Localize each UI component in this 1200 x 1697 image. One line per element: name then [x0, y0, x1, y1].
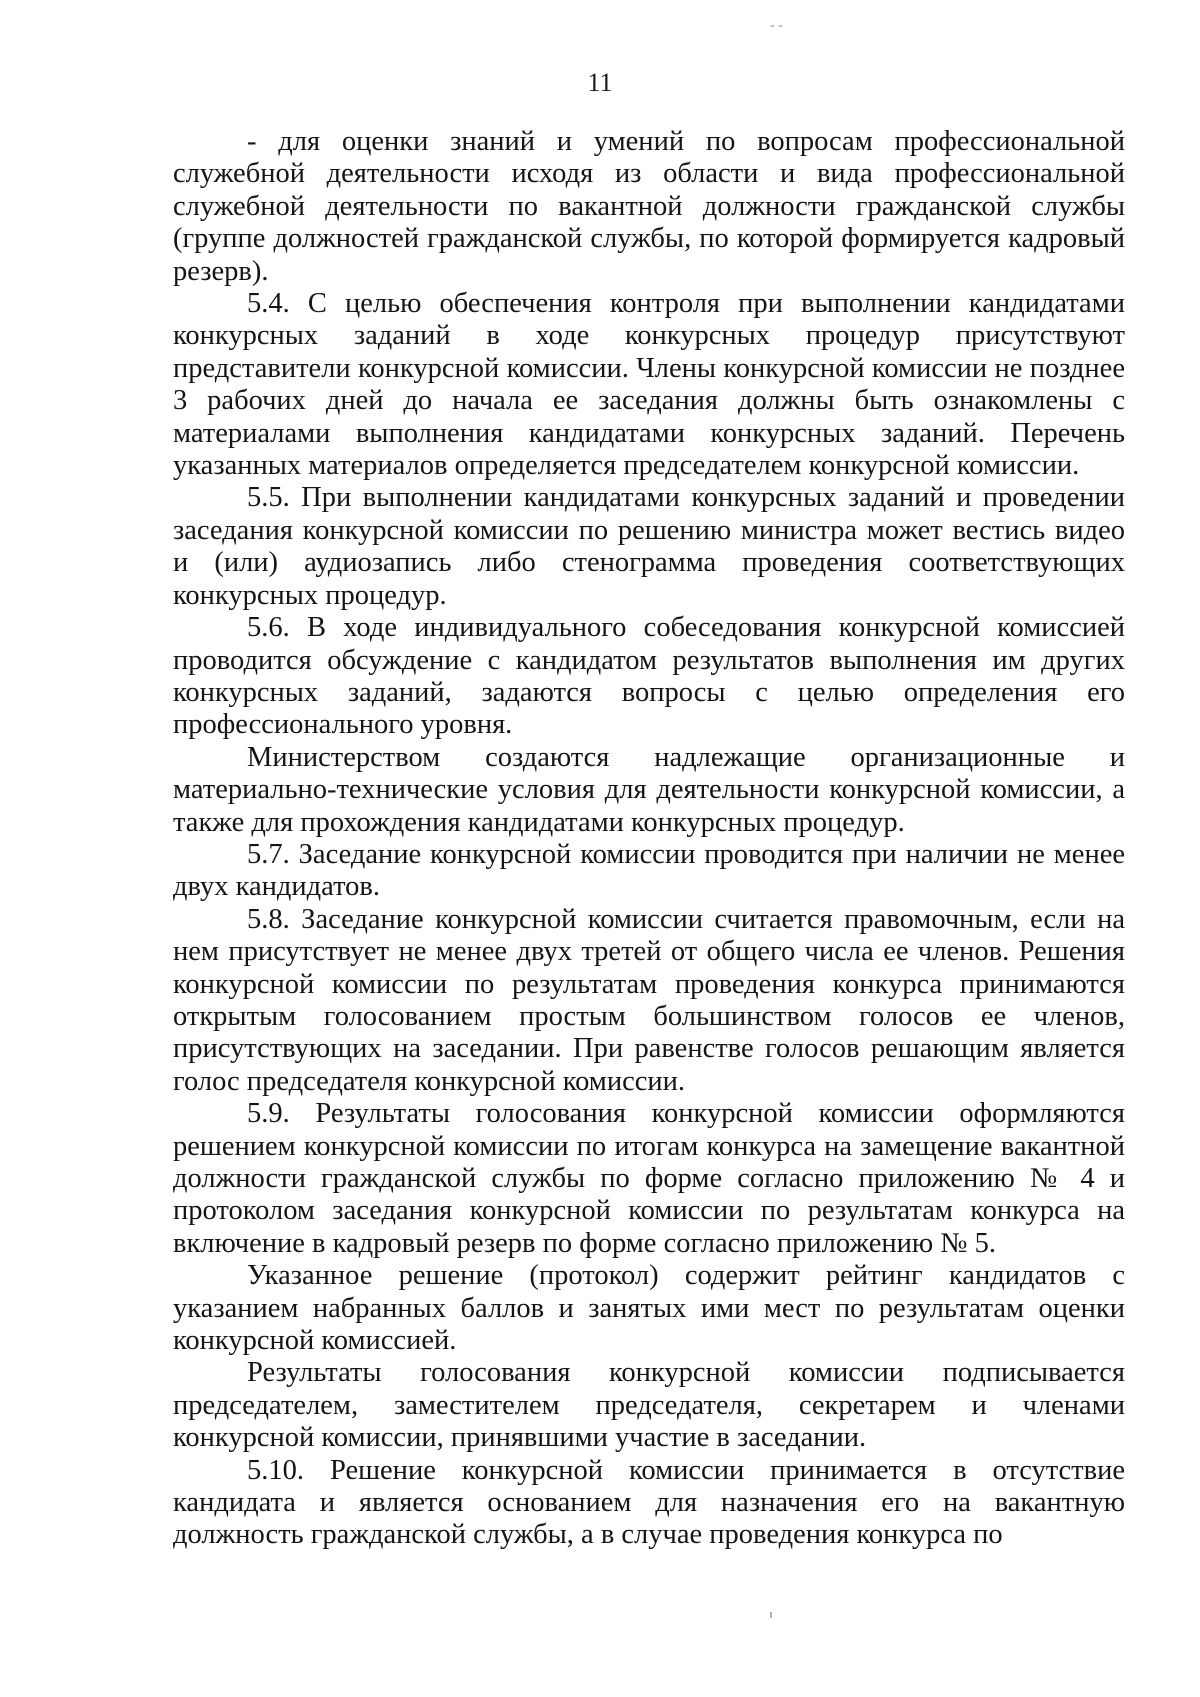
page-number: 11 [587, 68, 613, 97]
document-body [173, 126, 1125, 1552]
paragraph-5-6-ministry: Министерством создаются надлежащие организационные и материально-технические условия для деятельности конкурсной комиссии, а также для прохождения кандидатами конкурсных процедур. [173, 741, 1125, 838]
scan-mark: - - [770, 18, 783, 33]
paragraph-5-6: 5.6. В ходе индивидуального собеседования конкурсной комиссией проводится обсуждение с кандидатом результатов выполнения им других конкурсных заданий, задаются вопросы с целью определения его профессионального уровня. [173, 612, 1125, 741]
paragraph-5-4: 5.4. С целью обеспечения контроля при выполнении кандидатами конкурсных заданий в ходе конкурсных процедур присутствуют представители конкурсной комиссии. Члены конкурсной комиссии не позднее 3 рабочих дней до начала ее заседания должны быть ознакомлены с материалами выполнения кандидатами конкурсных заданий. Перечень указанных материалов определяется председателем конкурсной комиссии. [173, 288, 1125, 482]
paragraph-5-5: 5.5. При выполнении кандидатами конкурсных заданий и проведении заседания конкурсной комиссии по решению министра может вестись видео и (или) аудиозапись либо стенограмма проведения соответствующих конкурсных процедур. [173, 482, 1125, 611]
paragraph-5-10: 5.10. Решение конкурсной комиссии принимается в отсутствие кандидата и является основанием для назначения его на вакантную должность гражданской службы, а в случае проведения конкурса по [173, 1454, 1125, 1551]
paragraph-5-8: 5.8. Заседание конкурсной комиссии считается правомочным, если на нем присутствует не менее двух третей от общего числа ее членов. Решения конкурсной комиссии по результатам проведения конкурса принимаются открытым голосованием простым большинством голосов ее членов, присутствующих на заседании. При равенстве голосов решающим является голос председателя конкурсной комиссии. [173, 903, 1125, 1097]
paragraph-5-9-rating: Указанное решение (протокол) содержит рейтинг кандидатов с указанием набранных баллов и занятых ими мест по результатам оценки конкурсной комиссией. [173, 1260, 1125, 1357]
paragraph-5-9-signing: Результаты голосования конкурсной комиссии подписывается председателем, заместителем председателя, секретарем и членами конкурсной комиссии, принявшими участие в заседании. [173, 1357, 1125, 1454]
scan-artifact [770, 1612, 772, 1618]
paragraph-5-7: 5.7. Заседание конкурсной комиссии проводится при наличии не менее двух кандидатов. [173, 838, 1125, 903]
paragraph-list-item-assessment: - для оценки знаний и умений по вопросам профессиональной служебной деятельности исходя из области и вида профессиональной служебной деятельности по вакантной должности гражданской службы (группе должностей гражданской службы, по которой формируется кадровый резерв). [173, 126, 1125, 287]
paragraph-5-9: 5.9. Результаты голосования конкурсной комиссии оформляются решением конкурсной комиссии по итогам конкурса на замещение вакантной должности гражданской службы по форме согласно приложению № 4 и протоколом заседания конкурсной комиссии по результатам конкурса на включение в кадровый резерв по форме согласно приложению № 5. [173, 1098, 1125, 1259]
